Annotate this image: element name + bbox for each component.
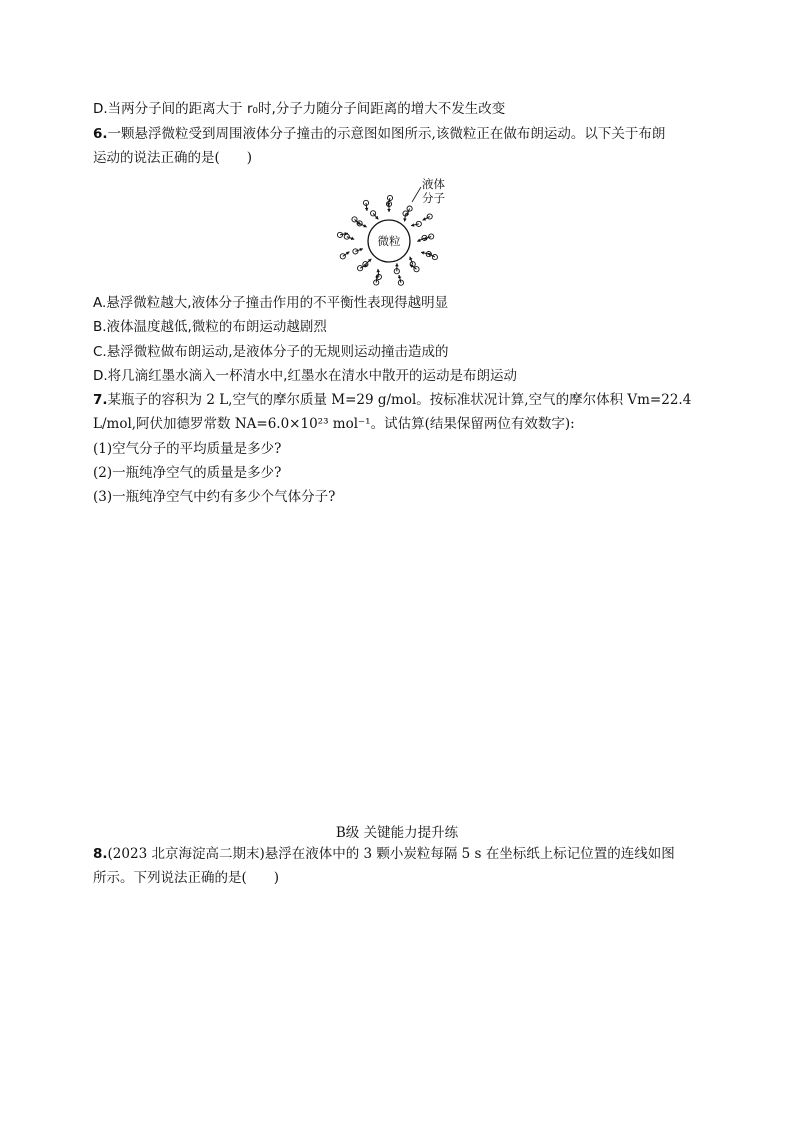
section-heading: B级 关键能力提升练	[335, 825, 459, 841]
callout-label-line2: 分子	[422, 191, 445, 205]
arrow-head	[421, 251, 424, 255]
question-text: (2023 北京海淀高二期末)悬浮在液体中的 3 颗小炭粒每隔 5 s 在坐标纸上标记位置的连线如图	[107, 846, 675, 862]
question-7-stem-cont: L/mol,阿伏加德罗常数 NA=6.0×10²³ mol⁻¹。试估算(结果保留两位有效数字):	[93, 416, 575, 432]
question-text: 一颗悬浮微粒受到周围液体分子撞击的示意图如图所示,该微粒正在做布朗运动。以下关于布朗	[107, 126, 666, 142]
callout-leader-line	[412, 187, 421, 202]
question-8-stem	[93, 845, 675, 863]
liquid-molecule	[358, 266, 363, 271]
particle-label: 微粒	[377, 234, 401, 248]
arrow-head	[387, 209, 391, 212]
question-7-sub-1: (1)空气分子的平均质量是多少?	[93, 441, 282, 457]
liquid-molecule	[344, 234, 349, 239]
question-8-stem-cont: 所示。下列说法正确的是( )	[93, 870, 280, 886]
question-6-stem	[93, 125, 665, 143]
question-number: 7.	[93, 392, 108, 408]
arrow-head	[377, 269, 381, 272]
option-d: D.将几滴红墨水滴入一杯清水中,红墨水在清水中散开的运动是布朗运动	[93, 368, 517, 384]
question-6-stem-cont: 运动的说法正确的是( )	[93, 150, 253, 166]
liquid-molecule	[427, 214, 432, 219]
question-7-stem	[93, 391, 691, 409]
particle-collision-diagram	[340, 172, 460, 284]
question-7-sub-3: (3)一瓶纯净空气中约有多少个气体分子?	[93, 489, 336, 505]
arrow-head	[411, 223, 414, 227]
option-c: C.悬浮微粒做布朗运动,是液体分子的无规则运动撞击造成的	[93, 344, 449, 360]
liquid-molecule	[429, 234, 434, 239]
brownian-motion-figure	[340, 172, 460, 284]
prev-option-d: D.当两分子间的距离大于 r₀时,分子力随分子间距离的增大不发生改变	[93, 101, 506, 117]
option-b: B.液体温度越低,微粒的布朗运动越剧烈	[93, 319, 327, 335]
arrow-head	[395, 263, 399, 266]
liquid-molecule	[353, 249, 358, 254]
question-number: 8.	[93, 846, 108, 862]
question-text: 某瓶子的容积为 2 L,空气的摩尔质量 M=29 g/mol。按标准状况计算,空气的摩尔体积 Vm=22.4	[107, 392, 692, 408]
question-7-sub-2: (2)一瓶纯净空气的质量是多少?	[93, 465, 282, 481]
option-a: A.悬浮微粒越大,液体分子撞击作用的不平衡性表现得越明显	[93, 295, 449, 311]
callout-label-line1: 液体	[422, 177, 445, 191]
arrow-head	[403, 218, 407, 221]
question-number: 6.	[93, 126, 108, 142]
arrow-head	[398, 275, 402, 278]
